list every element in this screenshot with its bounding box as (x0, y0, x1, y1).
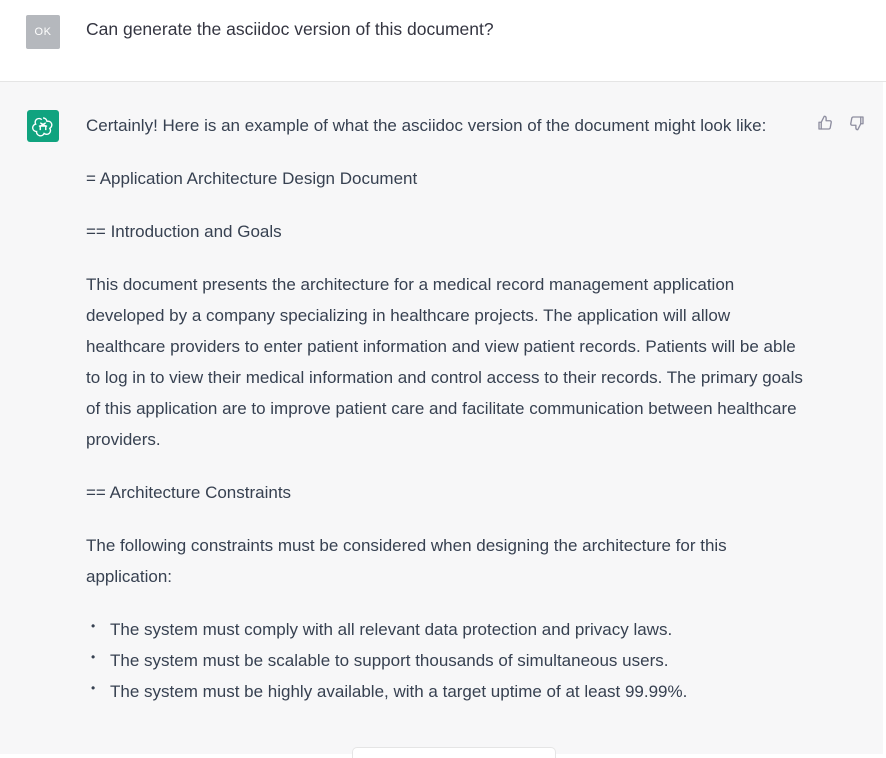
list-item: • The system must be highly available, with a target uptime of at least 99.99%. (86, 676, 806, 707)
doc-title: = Application Architecture Design Document (86, 169, 418, 188)
section-heading-intro: == Introduction and Goals (86, 222, 282, 241)
section-heading-constraints: == Architecture Constraints (86, 483, 292, 502)
list-item: • The system must comply with all relevant data protection and privacy laws. (86, 614, 806, 645)
regenerate-button-edge[interactable] (352, 747, 556, 758)
thumbs-down-icon[interactable] (846, 112, 868, 134)
section-body-constraints: The following constraints must be considered when designing the architecture for this application: (86, 536, 727, 586)
user-avatar: OK (26, 15, 60, 49)
feedback-buttons (814, 112, 868, 134)
intro-text: Certainly! Here is an example of what the asciidoc version of the document might look like: (86, 116, 767, 135)
list-item: • The system must be scalable to support thousands of simultaneous users. (86, 645, 806, 676)
constraints-list (86, 614, 806, 707)
assistant-message-row (0, 82, 883, 754)
openai-logo-icon (27, 110, 59, 142)
user-message-row (0, 0, 886, 82)
assistant-message-content (86, 110, 806, 707)
thumbs-up-icon[interactable] (814, 112, 836, 134)
user-message-text: Can generate the asciidoc version of this document? (86, 19, 494, 39)
section-body-intro: This document presents the architecture for a medical record management application developed by a company specializing in healthcare projects. The application will allow healthcare providers to enter patient information and view patient records. Patients will be able to log in to view their medical information and control access to their records. The primary goals of this application are to improve patient care and facilitate communication between healthcare providers. (86, 275, 803, 449)
